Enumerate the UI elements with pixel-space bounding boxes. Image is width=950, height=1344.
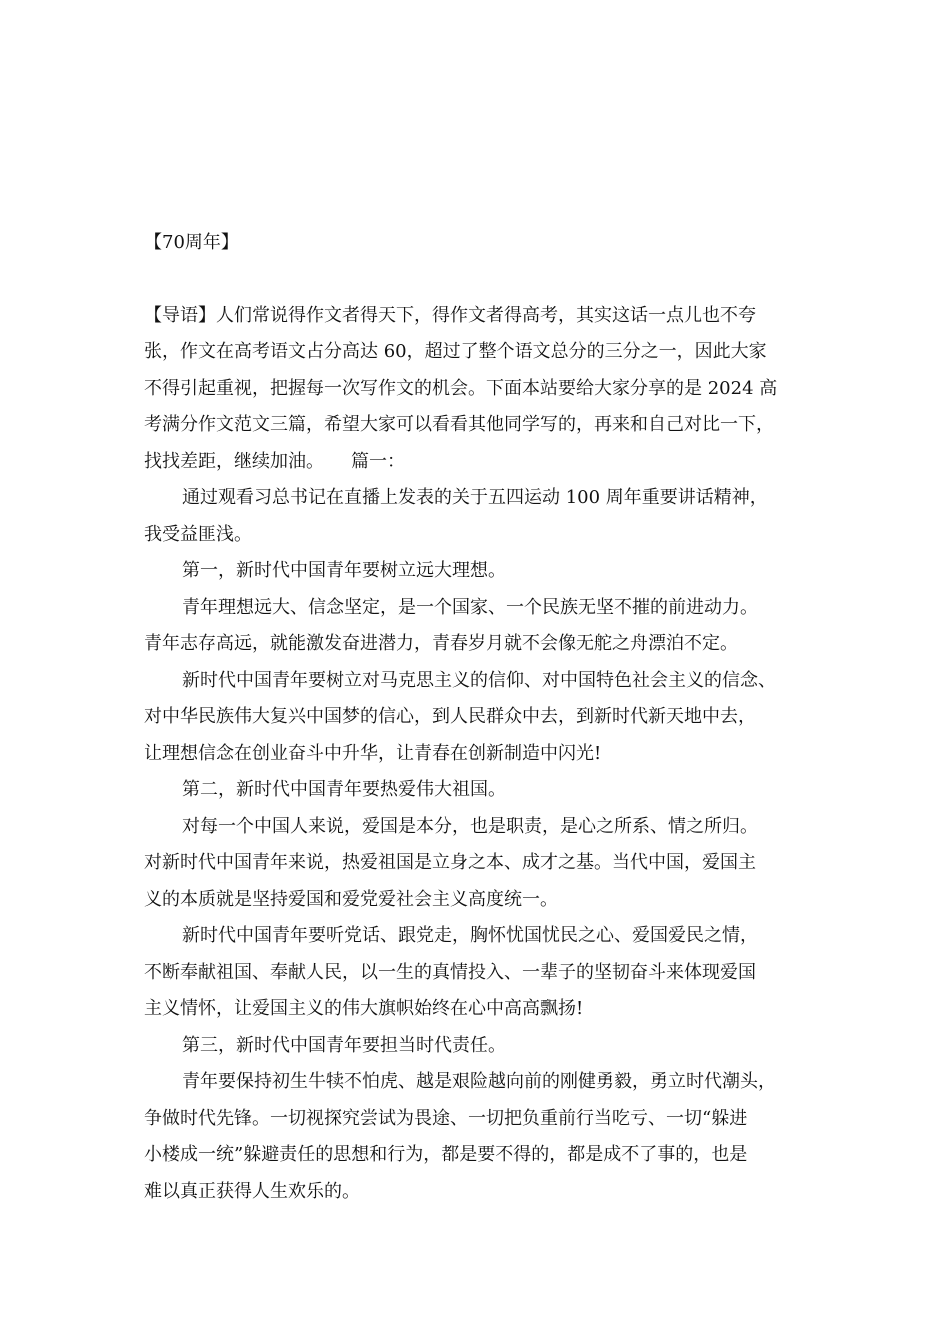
intro-line: 找找差距，继续加油。 篇一： — [144, 450, 405, 472]
essay-line: 对新时代中国青年来说，热爱祖国是立身之本、成才之基。当代中国，爱国主 — [144, 852, 756, 873]
essay-line: 新时代中国青年要树立对马克思主义的信仰、对中国特色社会主义的信念、 — [182, 669, 776, 691]
essay-line: 让理想信念在创业奋斗中升华，让青春在创新制造中闪光! — [144, 742, 602, 764]
intro-line: 张，作文在高考语文占分高达 60，超过了整个语文总分的三分之一，因此大家 — [144, 341, 767, 362]
essay-line: 通过观看习总书记在直播上发表的关于五四运动 100 周年重要讲话精神， — [182, 487, 768, 508]
essay-line: 对每一个中国人来说，爱国是本分，也是职责，是心之所系、情之所归。 — [182, 815, 758, 837]
intro-line: 考满分作文范文三篇，希望大家可以看看其他同学写的，再来和自己对比一下， — [144, 414, 774, 435]
essay-line: 新时代中国青年要听党话、跟党走，胸怀忧国忧民之心、爱国爱民之情， — [182, 925, 758, 946]
essay-line: 小楼成一统”躲避责任的思想和行为，都是要不得的，都是成不了事的，也是 — [144, 1144, 748, 1165]
document-body — [144, 225, 824, 1210]
blank-line — [144, 262, 824, 298]
essay-line: 对中华民族伟大复兴中国梦的信心，到人民群众中去，到新时代新天地中去， — [144, 706, 756, 727]
essay-line: 青年志存高远，就能激发奋进潜力，青春岁月就不会像无舵之舟漂泊不定。 — [144, 633, 738, 654]
essay-line: 第三，新时代中国青年要担当时代责任。 — [182, 1034, 506, 1056]
essay-line: 第一，新时代中国青年要树立远大理想。 — [182, 560, 506, 581]
intro-line: 【导语】人们常说得作文者得天下，得作文者得高考，其实这话一点儿也不夸 — [144, 304, 756, 326]
intro-section — [144, 298, 824, 481]
essay-line: 青年理想远大、信念坚定，是一个国家、一个民族无坚不摧的前进动力。 — [182, 596, 758, 618]
essay-line: 不断奉献祖国、奉献人民，以一生的真情投入、一辈子的坚韧奋斗来体现爱国 — [144, 961, 756, 983]
essay-line: 难以真正获得人生欢乐的。 — [144, 1180, 360, 1202]
document-heading: 【70周年】 — [144, 232, 239, 253]
essay-line: 第二，新时代中国青年要热爱伟大祖国。 — [182, 779, 506, 800]
essay-section — [144, 480, 824, 1210]
essay-line: 争做时代先锋。一切视探究尝试为畏途、一切把负重前行当吃亏、一切“躲进 — [144, 1107, 748, 1129]
essay-line: 义的本质就是坚持爱国和爱党爱社会主义高度统一。 — [144, 888, 558, 910]
essay-line: 主义情怀，让爱国主义的伟大旗帜始终在心中高高飘扬! — [144, 998, 584, 1019]
essay-line: 我受益匪浅。 — [144, 523, 252, 545]
essay-line: 青年要保持初生牛犊不怕虎、越是艰险越向前的刚健勇毅，勇立时代潮头， — [182, 1071, 776, 1092]
intro-line: 不得引起重视，把握每一次写作文的机会。下面本站要给大家分享的是 2024 高 — [144, 377, 778, 399]
